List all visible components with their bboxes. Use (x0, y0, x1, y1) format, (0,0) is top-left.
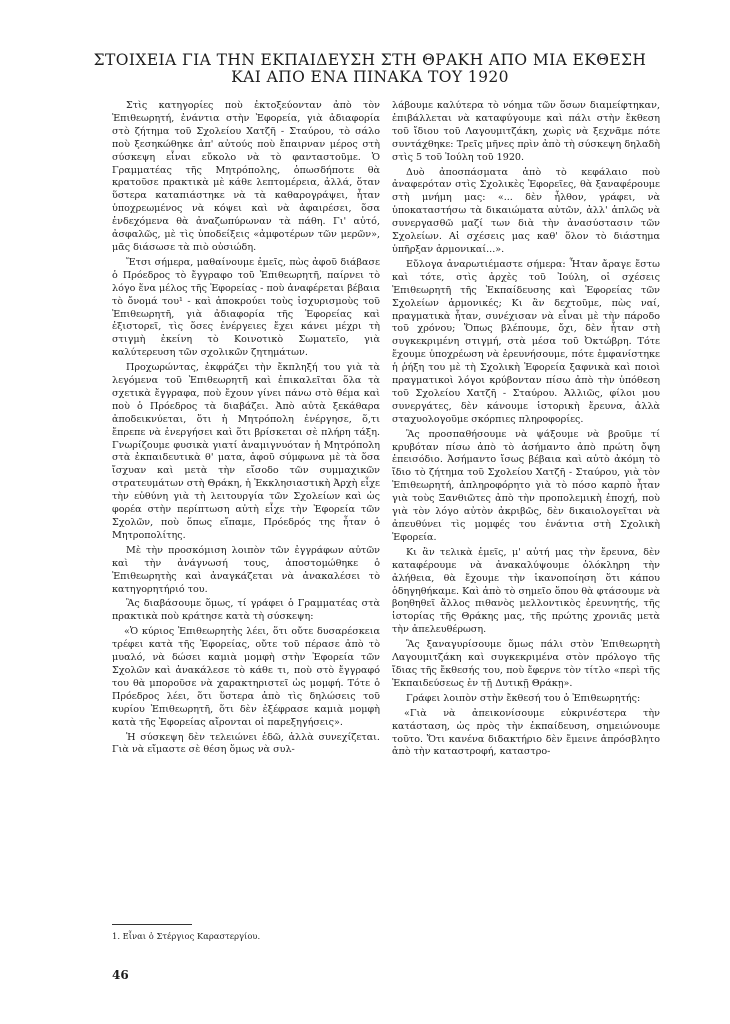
paragraph: Ἂς διαβάσουμε ὅμως, τί γράφει ὁ Γραμματέας στὰ πρακτικὰ ποὺ κράτησε κατὰ τὴ σύσκεψη: (112, 598, 380, 623)
paragraph: Προχωρώντας, ἐκφράζει τὴν ἔκπληξή του γιὰ τὰ λεγόμενα τοῦ Ἐπιθεωρητῆ καὶ ἐπικαλεῖται ὅλα τὰ σχετικὰ ἔγγραφα, ποὺ ἔχουν γίνει πάνω στὸ θέμα καὶ ποὺ ὁ Πρόεδρος τὰ διαβάζει. Ἀπὸ αὐτὰ ξεκάθαρα ἀποδεικνύεται, ὅτι ἡ Μητρόπολη ἐνέργησε, ὅ,τι ἔπρεπε νὰ ἐνεργήσει καὶ ὅτι βρίσκεται σὲ πλήρη τάξη. Γνωρίζουμε φυσικὰ γιατί ἀναμιγνυόταν ἡ Μητρόπολη στὰ ἐκπαιδευτικὰ θ' ματα, ἀφοῦ σύμφωνα μὲ τὰ ὅσα ἴσχυαν καὶ μετὰ τὴν εἴσοδο τῶν συμμαχικῶν στρατευμάτων στὴ Θράκη, ἡ Ἐκκλησιαστικὴ Ἀρχὴ εἶχε τὴν εὐθύνη γιὰ τὴ λειτουργία τῶν Σχολείων καὶ ὡς φορέα στὴν περίπτωση αὐτὴ εἶχε τὴν Ἐφορεία τῶν Σχολῶν, ποὺ ὅπως εἴπαμε, Πρόεδρός της ἦταν ὁ Μητροπολίτης. (112, 362, 380, 541)
title-line-2: ΚΑΙ ΑΠΟ ΕΝΑ ΠΙΝΑΚΑ ΤΟΥ 1920 (231, 68, 509, 86)
paragraph: Ἡ σύσκεψη δὲν τελειώνει ἐδῶ, ἀλλὰ συνεχίζεται. Γιὰ νὰ εἴμαστε σὲ θέση ὅμως νὰ συλ- (112, 731, 380, 756)
quote-paragraph: «Γιὰ νὰ ἀπεικονίσουμε εὐκρινέστερα τὴν κατάσταση, ὡς πρὸς τὴν ἐκπαίδευση, σημειώνουμε τοῦτο. Ὅτι κανένα διδακτήριο δὲν ἔμεινε ἀπρόσβλητο ἀπὸ τὴν καταστροφή, καταστρο- (392, 707, 660, 758)
quote-paragraph: «Ὁ κύριος Ἐπιθεωρητὴς λέει, ὅτι οὔτε δυσαρέσκεια τρέφει κατὰ τῆς Ἐφορείας, οὔτε τοῦ πέρασε ἀπὸ τὸ μυαλό, νὰ δώσει καμιὰ μομφὴ στὴν Ἐφορεία τῶν Σχολῶν καὶ ἀνακάλεσε τὸ κάθε τι, ποὺ στὸ ἔγγραφό του θὰ μποροῦσε νὰ χαρακτηριστεῖ ὡς μομφή. Τότε ὁ Πρόεδρος λέει, ὅτι ὕστερα ἀπὸ τὶς δηλώσεις τοῦ κυρίου Ἐπιθεωρητῆ, ὅτι δὲν ἐξέφρασε καμιὰ μομφὴ κατὰ τῆς Ἐφορείας αἴρονται οἱ παρεξηγήσεις». (112, 626, 380, 728)
paragraph: Κι ἂν τελικὰ ἐμεῖς, μ' αὐτή μας τὴν ἔρευνα, δὲν καταφέρουμε νὰ ἀνακαλύψουμε ὁλόκληρη τὴν ἀλήθεια, θὰ ἔχουμε τὴν ἱκανοποίηση ὅτι κάπου ὁδηγηθήκαμε. Καὶ ἀπὸ τὸ σημεῖο ὅπου θὰ φτάσουμε νὰ βοηθηθεῖ ἄλλος πιθανὸς μελλοντικὸς ἐρευνητής, τῆς ἱστορίας τῆς Θράκης μας, τῆς πρώτης χρονιᾶς μετὰ τὴν ἀπελευθέρωση. (392, 546, 660, 636)
paragraph: Ἂς προσπαθήσουμε νὰ ψάξουμε νὰ βροῦμε τί κρυβόταν πίσω ἀπὸ τὸ ἀσήμαντο ἀπὸ πρώτη ὄψη ἐπεισόδιο. Ἀσήμαντο ἴσως βέβαια καὶ αὐτὸ ἀκόμη τὸ ἴδιο τὸ ζήτημα τοῦ Σχολείου Χατζῆ - Σταύρου, γιὰ τὸν Ἐπιθεωρητή, ἀπληροφόρητο γιὰ τὸ πόσο καρπὸ ἦταν γιὰ τοὺς Ξανθιῶτες ἀπὸ τὴν προπολεμικὴ ἐποχή, ποὺ γιὰ τὸν λόγο αὐτὸν ἀκριβῶς, δὲν δικαιολογεῖται νὰ ἀπευθύνει τὶς μομφές του ἐνάντια στὴ Σχολικὴ Ἐφορεία. (392, 428, 660, 543)
paragraph: Ἔτσι σήμερα, μαθαίνουμε ἐμεῖς, πὼς ἀφοῦ διάβασε ὁ Πρόεδρος τὸ ἔγγραφο τοῦ Ἐπιθεωρητῆ, παίρνει τὸ λόγο ἕνα μέλος τῆς Ἐφορείας - ποὺ ἀναφέρεται βέβαια τὸ ὄνομά του¹ - καὶ ἀποκρούει τοὺς ἰσχυρισμοὺς τοῦ Ἐπιθεωρητῆ, γιὰ ἀδιαφορία τῆς Ἐφορείας καὶ ἐξιστορεῖ, τὶς ὅσες ἐνέργειες ἔχει κάνει μέχρι τὴ στιγμὴ ἐκείνη τὸ Κοινοτικὸ Σωματεῖο, γιὰ καλύτερευση τῶν σχολικῶν ζητημάτων. (112, 256, 380, 359)
left-column (112, 100, 380, 759)
title-line-1: ΣΤΟΙΧΕΙΑ ΓΙΑ ΤΗΝ ΕΚΠΑΙΔΕΥΣΗ ΣΤΗ ΘΡΑΚΗ ΑΠΟ ΜΙΑ ΕΚΘΕΣΗ (93, 51, 647, 69)
article-title (90, 52, 650, 86)
paragraph: Δυὸ ἀποσπάσματα ἀπὸ τὸ κεφάλαιο ποὺ ἀναφερόταν στὶς Σχολικὲς Ἐφορεῖες, θὰ ξαναφέρουμε στὴ μνήμη μας: «... δὲν ἦλθον, γράφει, νὰ ὑποκαταστήσω τὰ δικαιώματα αὐτῶν, ἀλλ' ἁπλῶς νὰ συνεργασθῶ μαζί των διὰ τὴν ἀνασύστασιν τῶν Σχολείων. Αἱ σχέσεις μας καθ' ὅλον τὸ διάστημα ὑπῆρξαν ἁρμονικαί...». (392, 166, 660, 255)
paragraph: Μὲ τὴν προσκόμιση λοιπὸν τῶν ἐγγράφων αὐτῶν καὶ τὴν ἀνάγνωσή τους, ἀποστομώθηκε ὁ Ἐπιθεωρητὴς καὶ ἀναγκάζεται νὰ ἀνακαλέσει τὸ κατηγορητήριό του. (112, 544, 380, 595)
footnote-divider (112, 924, 192, 925)
paragraph: λάβουμε καλύτερα τὸ νόημα τῶν ὅσων διαμείφτηκαν, ἐπιβάλλεται νὰ καταφύγουμε καὶ πάλι στὴν ἔκθεση τοῦ ἴδιου τοῦ Λαγουμιτζάκη, χωρὶς νὰ ξεχνᾶμε πότε συντάχθηκε: Τρεῖς μῆνες πρὶν ἀπὸ τὴ σύσκεψη δηλαδὴ στὶς 5 τοῦ Ἰούλη τοῦ 1920. (392, 100, 660, 163)
paragraph: Εὔλογα ἀναρωτιέμαστε σήμερα: Ἦταν ἄραγε ἔστω καὶ τότε, στὶς ἀρχὲς τοῦ Ἰούλη, οἱ σχέσεις Ἐπιθεωρητῆ τῆς Ἐκπαίδευσης καὶ Ἐφορείας τῶν Σχολείων ἁρμονικές; Κι ἂν δεχτοῦμε, πὼς ναί, πραγματικὰ ἦταν, συνέχισαν νὰ εἶναι μὲ τὴν πάροδο τοῦ χρόνου; Ὅπως βλέπουμε, ὄχι, δὲν ἦταν στὴ συγκεκριμένη στιγμή, στὰ μέσα τοῦ Ὀκτώβρη. Τότε ἔχουμε ὑποχρέωση νὰ ἐρευνήσουμε, πότε ἐμφανίστηκε ἡ ῥήξη του μὲ τὴ Σχολικὴ Ἐφορεία ξαφνικὰ καὶ ποιοὶ πραγματικοὶ λόγοι κρύβονταν πίσω ἀπὸ τὴν ὑπόθεση τοῦ Σχολείου Χατζῆ - Σταύρου. Ἀλλιῶς, φίλοι μου συνεργάτες, δὲν κάνουμε ἱστορικὴ ἔρευνα, ἀλλὰ σταχυολογοῦμε σκόρπιες πληροφορίες. (392, 258, 660, 425)
paragraph: Στὶς κατηγορίες ποὺ ἐκτοξεύονταν ἀπὸ τὸν Ἐπιθεωρητή, ἐνάντια στὴν Ἐφορεία, γιὰ ἀδιαφορία στὸ ζήτημα τοῦ Σχολείου Χατζῆ - Σταύρου, τὸ σάλο ποὺ ξεσηκώθηκε ἀπ' αὐτούς ποὺ ἔπαιρναν μέρος στὴ σύσκεψη εἶναι εὔκολο νὰ τὸ φανταστοῦμε. Ὁ Γραμματέας τῆς Μητρόπολης, ὁπωσδήποτε θὰ κρατοῦσε πρακτικὰ μὲ κάθε λεπτομέρεια, ἀλλά, ὅταν ὕστερα καταπιάστηκε νὰ τὰ καθαρογράψει, ἦταν ὑποχρεωμένος νὰ κόψει καὶ νὰ ἀφαιρέσει, ὅσα ἐνδεχόμενα θὰ ἀναζωπύρωναν τὰ πάθη. Γι' αὐτό, ἀσφαλῶς, μὲ τὶς ὑποδείξεις «ἀμφοτέρων τῶν μερῶν», μᾶς διάσωσε τὰ πιὸ οὐσιώδη. (112, 100, 380, 253)
right-column (392, 100, 660, 761)
page-number: 46 (112, 968, 129, 982)
paragraph: Γράφει λοιπὸν στὴν ἔκθεσή του ὁ Ἐπιθεωρητής: (406, 692, 641, 704)
paragraph: Ἂς ξαναγυρίσουμε ὅμως πάλι στὸν Ἐπιθεωρητὴ Λαγουμιτζάκη καὶ συγκεκριμένα στὸν πρόλογο τῆς ἴδιας τῆς ἔκθεσής του, ποὺ ἔφερνε τὸν τίτλο «περὶ τῆς Ἐκπαιδεύσεως ἐν τῇ Δυτικῇ Θράκῃ». (392, 639, 660, 689)
footnote: 1. Εἶναι ὁ Στέργιος Καραστεργίου. (112, 931, 261, 941)
